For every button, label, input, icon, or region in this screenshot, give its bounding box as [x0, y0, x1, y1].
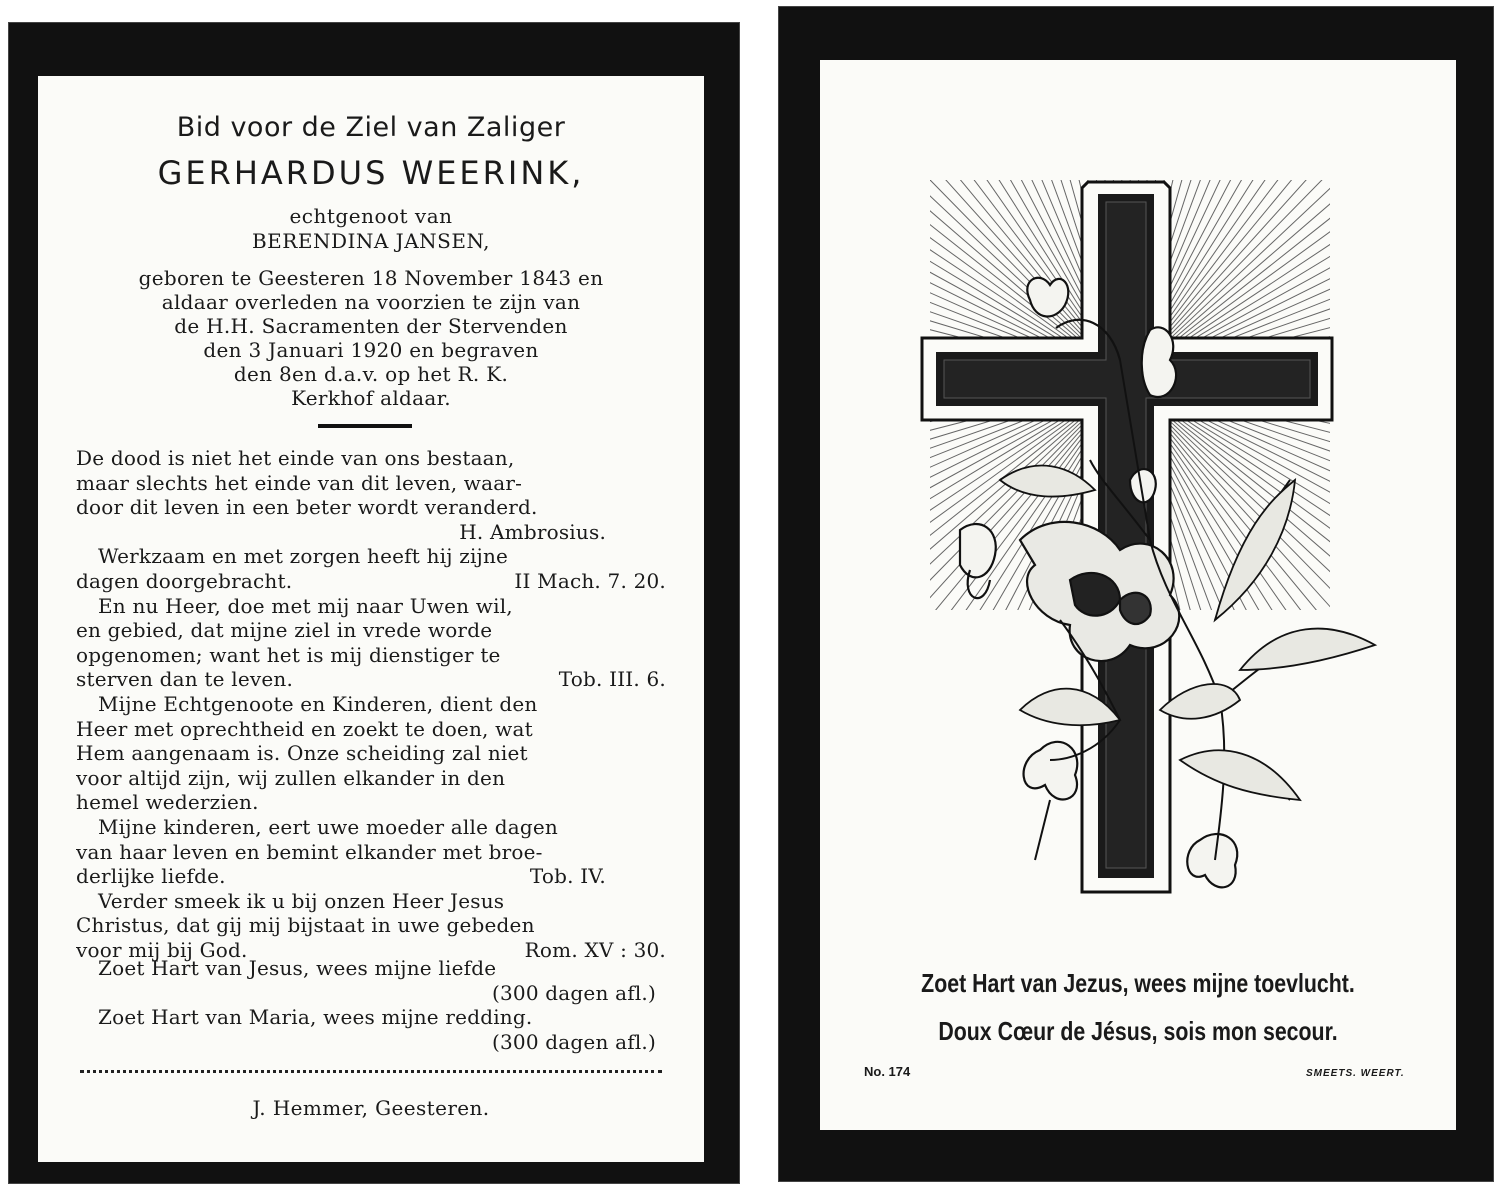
text-panel: [38, 76, 704, 1162]
memorial-card-text-side: [8, 22, 740, 1184]
bio-line: geboren te Geesteren 18 November 1843 en: [138, 266, 604, 290]
indulgence-note: (300 dagen afl.): [491, 980, 656, 1005]
prayer-heading: Bid voor de Ziel van Zaliger: [176, 112, 566, 143]
quote-line: Werkzaam en met zorgen heeft hij zijne: [98, 544, 509, 569]
quote-line: hemel wederzien.: [76, 790, 259, 815]
quote-line: derlijke liefde. Tob. IV.: [76, 864, 666, 889]
caption-dutch: Zoet Hart van Jezus, wees mijne toevlucht.: [921, 968, 1355, 998]
separator-rule: [318, 424, 412, 428]
quote-line: voor mij bij God. Rom. XV : 30.: [76, 937, 666, 962]
spouse-name: BERENDINA JANSEN,: [251, 229, 491, 253]
quote-line: En nu Heer, doe met mij naar Uwen wil,: [98, 593, 513, 618]
quote-line: Mijne Echtgenoote en Kinderen, dient den: [98, 691, 538, 716]
quote-line: maar slechts het einde van dit leven, waar-: [76, 470, 523, 495]
quote-line: sterven dan te leven. Tob. III. 6.: [76, 667, 666, 692]
quote-line: Hem aangenaam is. Onze scheiding zal niet: [76, 741, 528, 766]
bio-line: aldaar overleden na voorzien te zijn van: [161, 290, 581, 314]
quote-source: H. Ambrosius.: [459, 519, 606, 544]
quote-line: dagen doorgebracht. II Mach. 7. 20.: [76, 568, 666, 593]
quote-line: De dood is niet het einde van ons bestaan,: [76, 446, 515, 470]
printer-credit: J. Hemmer, Geesteren.: [252, 1096, 490, 1120]
quote-line: en gebied, dat mijne ziel in vrede worde: [76, 618, 493, 643]
scripture-quotes: [76, 446, 666, 962]
quote-line: Christus, dat gij mij bijstaat in uwe gebeden: [76, 913, 535, 938]
quote-source: Tob. III. 6.: [558, 667, 666, 692]
bio-line: den 3 Januari 1920 en begraven: [203, 338, 539, 362]
quote-line: opgenomen; want het is mij dienstiger te: [76, 642, 501, 667]
indulgence-note: (300 dagen afl.): [491, 1029, 656, 1054]
prayer-line: Zoet Hart van Maria, wees mijne redding.: [98, 1005, 533, 1030]
deceased-name: GERHARDUS WEERINK,: [157, 154, 585, 192]
quote-line: van haar leven en bemint elkander met broe-: [76, 839, 543, 864]
quote-source: Rom. XV : 30.: [524, 937, 666, 962]
prayer-line: Zoet Hart van Jesus, wees mijne liefde: [98, 956, 497, 980]
caption-french: Doux Cœur de Jésus, sois mon secour.: [938, 1016, 1338, 1046]
prayers: [76, 956, 666, 1054]
quote-source: II Mach. 7. 20.: [514, 568, 666, 593]
quote-line: voor altijd zijn, wij zullen elkander in den: [76, 765, 506, 790]
quote-line: Verder smeek ik u bij onzen Heer Jesus: [98, 888, 505, 913]
bio-line: den 8en d.a.v. op het R. K.: [233, 362, 509, 386]
quote-line: Mijne kinderen, eert uwe moeder alle dagen: [98, 814, 558, 839]
card-number: No. 174: [864, 1064, 911, 1079]
bio-line: Kerkhof aldaar.: [291, 386, 451, 410]
publisher-mark: SMEETS. WEERT.: [1306, 1068, 1405, 1079]
image-panel: [820, 60, 1456, 1130]
memorial-card-image-side: [778, 6, 1494, 1182]
spouse-intro: echtgenoot van: [289, 204, 453, 228]
bio-line: de H.H. Sacramenten der Stervenden: [174, 314, 568, 338]
quote-line: door dit leven in een beter wordt veranderd.: [76, 495, 538, 520]
quote-line: Heer met oprechtheid en zoekt te doen, wat: [76, 716, 533, 741]
quote-source: Tob. IV.: [529, 864, 606, 889]
dotted-separator: [80, 1070, 662, 1073]
